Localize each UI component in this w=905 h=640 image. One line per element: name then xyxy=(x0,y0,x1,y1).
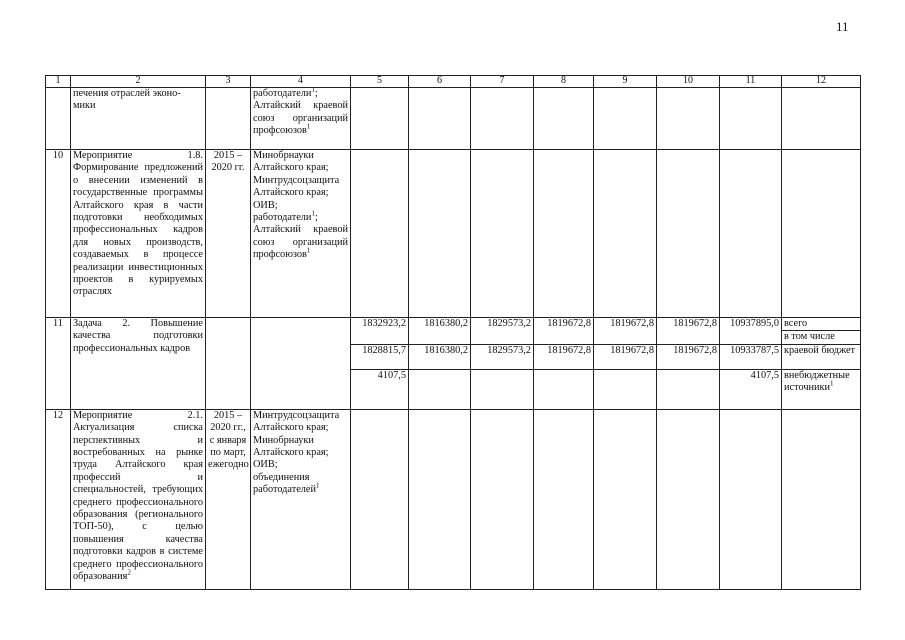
value-cell: 10933787,5 xyxy=(720,344,782,369)
value-cell: 1819672,8 xyxy=(594,318,657,345)
row-name: Задача 2. Повышение качества подготовки профессиональных кадров xyxy=(71,318,206,410)
row-executors: Минобрнауки Алтайского края; Минтрудсоцзащита Алтайского края; ОИВ; работодатели$^1$; Алтайский краевой союз организаций профсоюзов$^1$ xyxy=(251,150,351,318)
value-cell: 1829573,2 xyxy=(471,318,534,345)
table-row xyxy=(46,150,861,318)
row-number: 11 xyxy=(46,318,71,410)
column-number-row xyxy=(46,76,861,88)
value-cell: 10937895,0 xyxy=(720,318,782,345)
row-number: 10 xyxy=(46,150,71,318)
value-cell: 4107,5 xyxy=(351,369,409,409)
row-name: Мероприятие 1.8. Формирование предложений о внесении изменений в государственные программы Алтайского края в части подготовки необходимых профессиональных кадров для новых производств, создаваемых в процессе реализации инвестиционных проектов в курируемых отраслях xyxy=(71,150,206,318)
table-row xyxy=(46,409,861,589)
funding-label: краевой бюджет xyxy=(782,344,861,369)
funding-label: внебюджетные источники$^1$ xyxy=(782,369,861,409)
column-header: 8 xyxy=(534,76,594,88)
column-header: 1 xyxy=(46,76,71,88)
value-cell xyxy=(594,369,657,409)
value-cell xyxy=(409,369,471,409)
value-cell: 1819672,8 xyxy=(594,344,657,369)
value-cell: 1819672,8 xyxy=(534,318,594,345)
page-number: 11 xyxy=(836,19,849,34)
value-cell: 1816380,2 xyxy=(409,344,471,369)
column-header: 12 xyxy=(782,76,861,88)
value-cell: 1829573,2 xyxy=(471,344,534,369)
column-header: 3 xyxy=(206,76,251,88)
value-cell: 1816380,2 xyxy=(409,318,471,345)
row-number: 12 xyxy=(46,409,71,589)
column-header: 5 xyxy=(351,76,409,88)
table-row xyxy=(46,88,861,150)
row-name: печения отраслей эконо- мики xyxy=(71,88,206,150)
row-period: 2015 – 2020 гг., с января по март, ежегодно xyxy=(206,409,251,589)
column-header: 11 xyxy=(720,76,782,88)
value-cell: 1819672,8 xyxy=(657,344,720,369)
value-cell: 1819672,8 xyxy=(534,344,594,369)
column-header: 9 xyxy=(594,76,657,88)
column-header: 2 xyxy=(71,76,206,88)
value-cell: 1832923,2 xyxy=(351,318,409,345)
row-executors: Минтрудсоцзащита Алтайского края; Минобрнауки Алтайского края; ОИВ; объединения работодателей$^1$ xyxy=(251,409,351,589)
value-cell xyxy=(657,369,720,409)
value-cell: 4107,5 xyxy=(720,369,782,409)
value-cell: 1828815,7 xyxy=(351,344,409,369)
column-header: 6 xyxy=(409,76,471,88)
row-period: 2015 – 2020 гг. xyxy=(206,150,251,318)
row-executors: работодатели$^1$; Алтайский краевой союз организаций профсоюзов$^1$ xyxy=(251,88,351,150)
table-row xyxy=(46,318,861,331)
column-header: 7 xyxy=(471,76,534,88)
program-table xyxy=(45,75,861,590)
funding-label: в том числе xyxy=(782,331,861,344)
value-cell xyxy=(534,369,594,409)
funding-label: всего xyxy=(782,318,861,331)
column-header: 4 xyxy=(251,76,351,88)
row-name: Мероприятие 2.1. Актуализация списка перспективных и востребованных на рынке труда Алтайского края профессий и специальностей, требующих среднего профессионального образования (регионального ТОП-50), с целью повышения качества подготовки кадров в системе среднего профессионального образования$^2$ xyxy=(71,409,206,589)
column-header: 10 xyxy=(657,76,720,88)
value-cell xyxy=(471,369,534,409)
value-cell: 1819672,8 xyxy=(657,318,720,345)
